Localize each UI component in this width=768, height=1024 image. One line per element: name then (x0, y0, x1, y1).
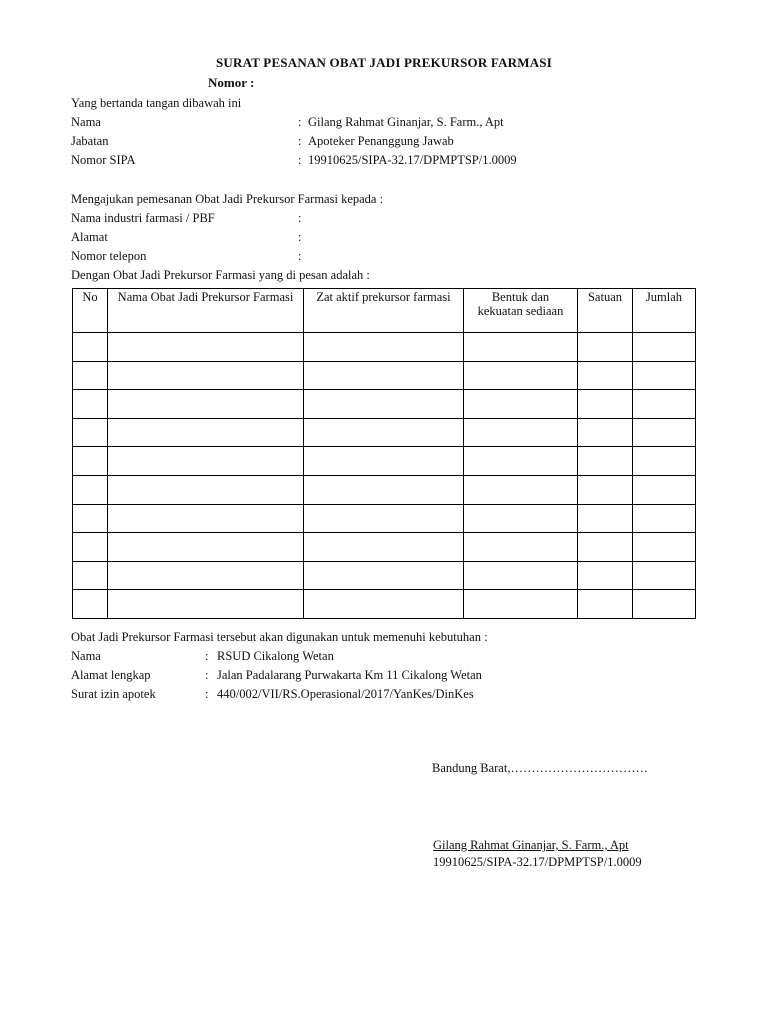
table-cell (633, 333, 696, 362)
signature-name: Gilang Rahmat Ginanjar, S. Farm., Apt (433, 838, 629, 852)
table-cell (633, 361, 696, 390)
colon: : (205, 687, 209, 701)
alamat-label: Alamat (71, 230, 108, 244)
table-cell (108, 361, 304, 390)
usage-izin-label: Surat izin apotek (71, 687, 156, 701)
table-row (73, 504, 696, 533)
table-cell (73, 561, 108, 590)
table-cell (578, 475, 633, 504)
table-cell (464, 361, 578, 390)
telepon-label: Nomor telepon (71, 249, 147, 263)
table-cell (73, 475, 108, 504)
table-cell (633, 475, 696, 504)
order-table (72, 288, 696, 619)
usage-intro: Obat Jadi Prekursor Farmasi tersebut akan digunakan untuk memenuhi kebutuhan : (71, 630, 488, 644)
table-row (73, 390, 696, 419)
table-cell (108, 418, 304, 447)
table-cell (578, 533, 633, 562)
table-cell (464, 447, 578, 476)
usage-izin-value: 440/002/VII/RS.Operasional/2017/YanKes/DinKes (217, 687, 474, 701)
table-row (73, 447, 696, 476)
table-cell (304, 533, 464, 562)
col-header-nama-obat: Nama Obat Jadi Prekursor Farmasi (108, 289, 304, 333)
table-row (73, 333, 696, 362)
colon: : (298, 249, 302, 263)
table-cell (578, 333, 633, 362)
signer-jabatan-label: Jabatan (71, 134, 109, 148)
table-cell (73, 390, 108, 419)
table-cell (464, 475, 578, 504)
table-cell (304, 447, 464, 476)
intro-text: Yang bertanda tangan dibawah ini (71, 96, 242, 110)
table-intro: Dengan Obat Jadi Prekursor Farmasi yang di pesan adalah : (71, 268, 370, 282)
table-cell (108, 561, 304, 590)
signer-nama-label: Nama (71, 115, 101, 129)
colon: : (205, 649, 209, 663)
table-cell (304, 361, 464, 390)
table-cell (578, 447, 633, 476)
table-cell (73, 590, 108, 619)
colon: : (298, 230, 302, 244)
colon: : (298, 153, 302, 167)
signer-sipa-value: 19910625/SIPA-32.17/DPMPTSP/1.0009 (308, 153, 517, 167)
table-cell (73, 504, 108, 533)
table-cell (633, 561, 696, 590)
table-cell (108, 590, 304, 619)
usage-alamat-label: Alamat lengkap (71, 668, 151, 682)
table-cell (464, 390, 578, 419)
col-header-jumlah: Jumlah (633, 289, 696, 333)
place-date: Bandung Barat,…………………………… (432, 761, 648, 775)
table-cell (304, 390, 464, 419)
table-cell (304, 418, 464, 447)
colon: : (298, 115, 302, 129)
usage-nama-value: RSUD Cikalong Wetan (217, 649, 334, 663)
supplier-intro: Mengajukan pemesanan Obat Jadi Prekursor Farmasi kepada : (71, 192, 384, 206)
table-cell (108, 533, 304, 562)
table-cell (633, 418, 696, 447)
table-cell (578, 418, 633, 447)
table-cell (304, 590, 464, 619)
table-cell (578, 504, 633, 533)
table-cell (578, 390, 633, 419)
signature-sipa: 19910625/SIPA-32.17/DPMPTSP/1.0009 (433, 855, 642, 869)
document-title: SURAT PESANAN OBAT JADI PREKURSOR FARMASI (215, 55, 552, 70)
table-cell (633, 590, 696, 619)
table-cell (73, 447, 108, 476)
table-cell (304, 504, 464, 533)
table-cell (108, 447, 304, 476)
table-cell (464, 533, 578, 562)
table-cell (108, 333, 304, 362)
table-cell (633, 533, 696, 562)
table-cell (633, 447, 696, 476)
col-header-no: No (73, 289, 108, 333)
nomor-label: Nomor : (208, 75, 255, 90)
colon: : (298, 211, 302, 225)
table-cell (464, 333, 578, 362)
table-row (73, 533, 696, 562)
table-cell (304, 561, 464, 590)
industri-label: Nama industri farmasi / PBF (71, 211, 215, 225)
colon: : (205, 668, 209, 682)
table-cell (464, 561, 578, 590)
table-cell (73, 361, 108, 390)
table-cell (108, 390, 304, 419)
usage-alamat-value: Jalan Padalarang Purwakarta Km 11 Cikalong Wetan (217, 668, 482, 682)
table-cell (464, 590, 578, 619)
table-cell (578, 590, 633, 619)
table-cell (464, 504, 578, 533)
signer-sipa-label: Nomor SIPA (71, 153, 136, 167)
usage-nama-label: Nama (71, 649, 101, 663)
table-cell (73, 418, 108, 447)
colon: : (298, 134, 302, 148)
table-cell (108, 504, 304, 533)
table-row (73, 361, 696, 390)
table-row (73, 561, 696, 590)
table-cell (73, 533, 108, 562)
col-header-satuan: Satuan (578, 289, 633, 333)
table-cell (108, 475, 304, 504)
table-cell (304, 475, 464, 504)
table-cell (578, 361, 633, 390)
table-cell (633, 504, 696, 533)
signer-jabatan-value: Apoteker Penanggung Jawab (308, 134, 454, 148)
col-header-zat-aktif: Zat aktif prekursor farmasi (304, 289, 464, 333)
table-row (73, 590, 696, 619)
table-cell (464, 418, 578, 447)
table-header-row (73, 289, 696, 333)
table-cell (304, 333, 464, 362)
table-row (73, 418, 696, 447)
col-header-bentuk: Bentuk dan kekuatan sediaan (464, 289, 578, 333)
table-body (73, 333, 696, 619)
table-cell (633, 390, 696, 419)
signer-nama-value: Gilang Rahmat Ginanjar, S. Farm., Apt (308, 115, 504, 129)
table-row (73, 475, 696, 504)
table-cell (73, 333, 108, 362)
table-cell (578, 561, 633, 590)
